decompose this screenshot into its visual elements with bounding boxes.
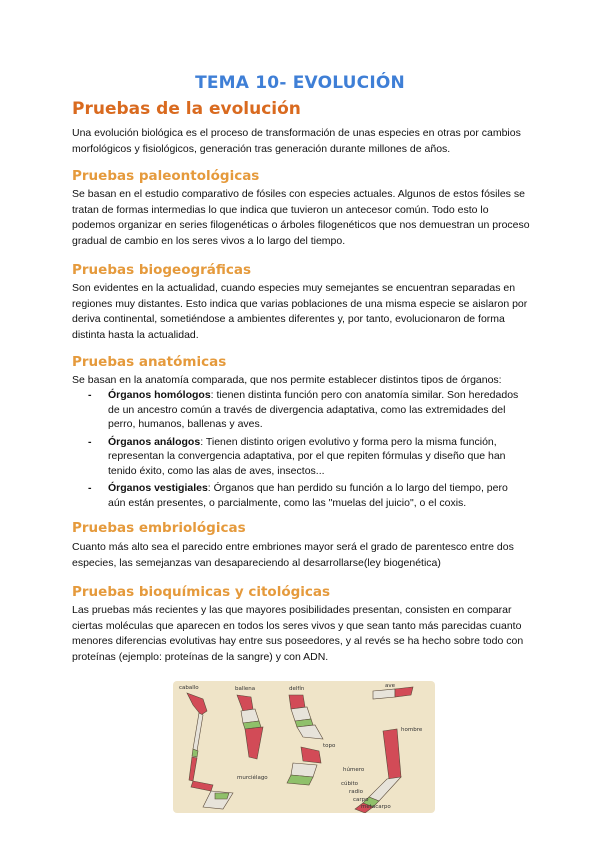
- heading-anatomicas: Pruebas anatómicas: [72, 354, 227, 370]
- paragraph-bioquimicas: Las pruebas más recientes y las que mayores posibilidades presentan, consisten en comparar ciertas moléculas que aparecen en todos los seres vivos y que sean tanto más parecidas cuanto menores diferencias evolutivas hay entre sus poseedores, y al revés se ha hecho sobre todo con proteínas (ejemplo: proteínas de la sangre) y con ADN.: [72, 604, 524, 663]
- label-hombre: hombre: [401, 727, 423, 733]
- list-dash: -: [88, 389, 92, 401]
- paragraph-paleontologicas: Se basan en el estudio comparativo de fósiles con especies actuales. Algunos de estos fósiles se tratan de formas intermedias lo que indica que tuvieron un antecesor común. Todo esto lo podemos organizar en series filogenéticas o árboles filogenéticos que nos demuestran un proceso gradual de cambio en los seres vivos a lo largo del tiempo.: [72, 188, 530, 247]
- heading-bioquimicas: Pruebas bioquímicas y citológicas: [72, 584, 331, 600]
- desc-homologos: : tienen distinta función pero con anatomía similar. Son heredados de un ancestro común a través de divergencia adaptativa, como las extremidades del perro, humanos, ballenas y aves.: [108, 389, 519, 430]
- desc-vestigiales: : Órganos que han perdido su función a lo largo del tiempo, pero aún están presentes, o parcialmente, como las "muelas del juicio", o el coxis.: [108, 482, 508, 509]
- heading-biogeograficas: Pruebas biogeográficas: [72, 262, 252, 278]
- label-metacarpo: metacarpo: [361, 804, 391, 810]
- term-analogos: Órganos análogos: [108, 435, 201, 448]
- label-ballena: ballena: [235, 686, 256, 692]
- list-dash: -: [88, 435, 92, 448]
- section-heading: Pruebas de la evolución: [72, 99, 301, 119]
- organ-types-list: [88, 388, 528, 513]
- label-radio: radio: [349, 789, 364, 795]
- list-item: [88, 388, 528, 432]
- label-murcielago: murciélago: [237, 775, 268, 781]
- intro-paragraph: Una evolución biológica es el proceso de transformación de unas especies en otras por cambios morfológicos y fisiológicos, generación tras generación durante millones de años.: [72, 127, 521, 155]
- desc-analogos: : Tienen distinto origen evolutivo y forma pero la misma función, representan la convergencia adaptativa, por el que repiten fórmulas y diseño que han tenido éxito, como las alas de aves, insectos...: [108, 435, 506, 477]
- homologous-limbs-figure: [173, 681, 435, 813]
- heading-embriologicas: Pruebas embriológicas: [72, 520, 246, 536]
- heading-paleontologicas: Pruebas paleontológicas: [72, 168, 260, 184]
- label-ave: ave: [385, 683, 396, 689]
- list-item: [88, 481, 528, 510]
- term-vestigiales: Órganos vestigiales: [108, 482, 208, 494]
- paragraph-anatomicas: Se basan en la anatomía comparada, que nos permite establecer distintos tipos de órganos:: [72, 374, 502, 386]
- list-dash: -: [88, 482, 92, 494]
- label-humero: húmero: [343, 767, 365, 773]
- label-delfin: delfín: [289, 686, 305, 692]
- label-caballo: caballo: [179, 685, 199, 691]
- list-item: [88, 435, 528, 479]
- page-title: TEMA 10- EVOLUCIÓN: [195, 73, 405, 93]
- label-topo: topo: [323, 743, 336, 749]
- paragraph-embriologicas: Cuanto más alto sea el parecido entre embriones mayor será el grado de parentesco entre dos especies, las semejanzas van desapareciendo al desarrollarse(ley biogenética): [72, 541, 514, 569]
- label-carpo: carpo: [353, 797, 369, 803]
- paragraph-biogeograficas: Son evidentes en la actualidad, cuando especies muy semejantes se encuentran separadas en regiones muy distantes. Esto indica que varias poblaciones de una misma especie se aislaron por deriva continental, sometiéndose a ambientes diferentes y, por tanto, evolucionaron de forma distinta hasta la actualidad.: [72, 282, 528, 341]
- term-homologos: Órganos homólogos: [108, 389, 211, 401]
- label-cubito: cúbito: [341, 781, 359, 787]
